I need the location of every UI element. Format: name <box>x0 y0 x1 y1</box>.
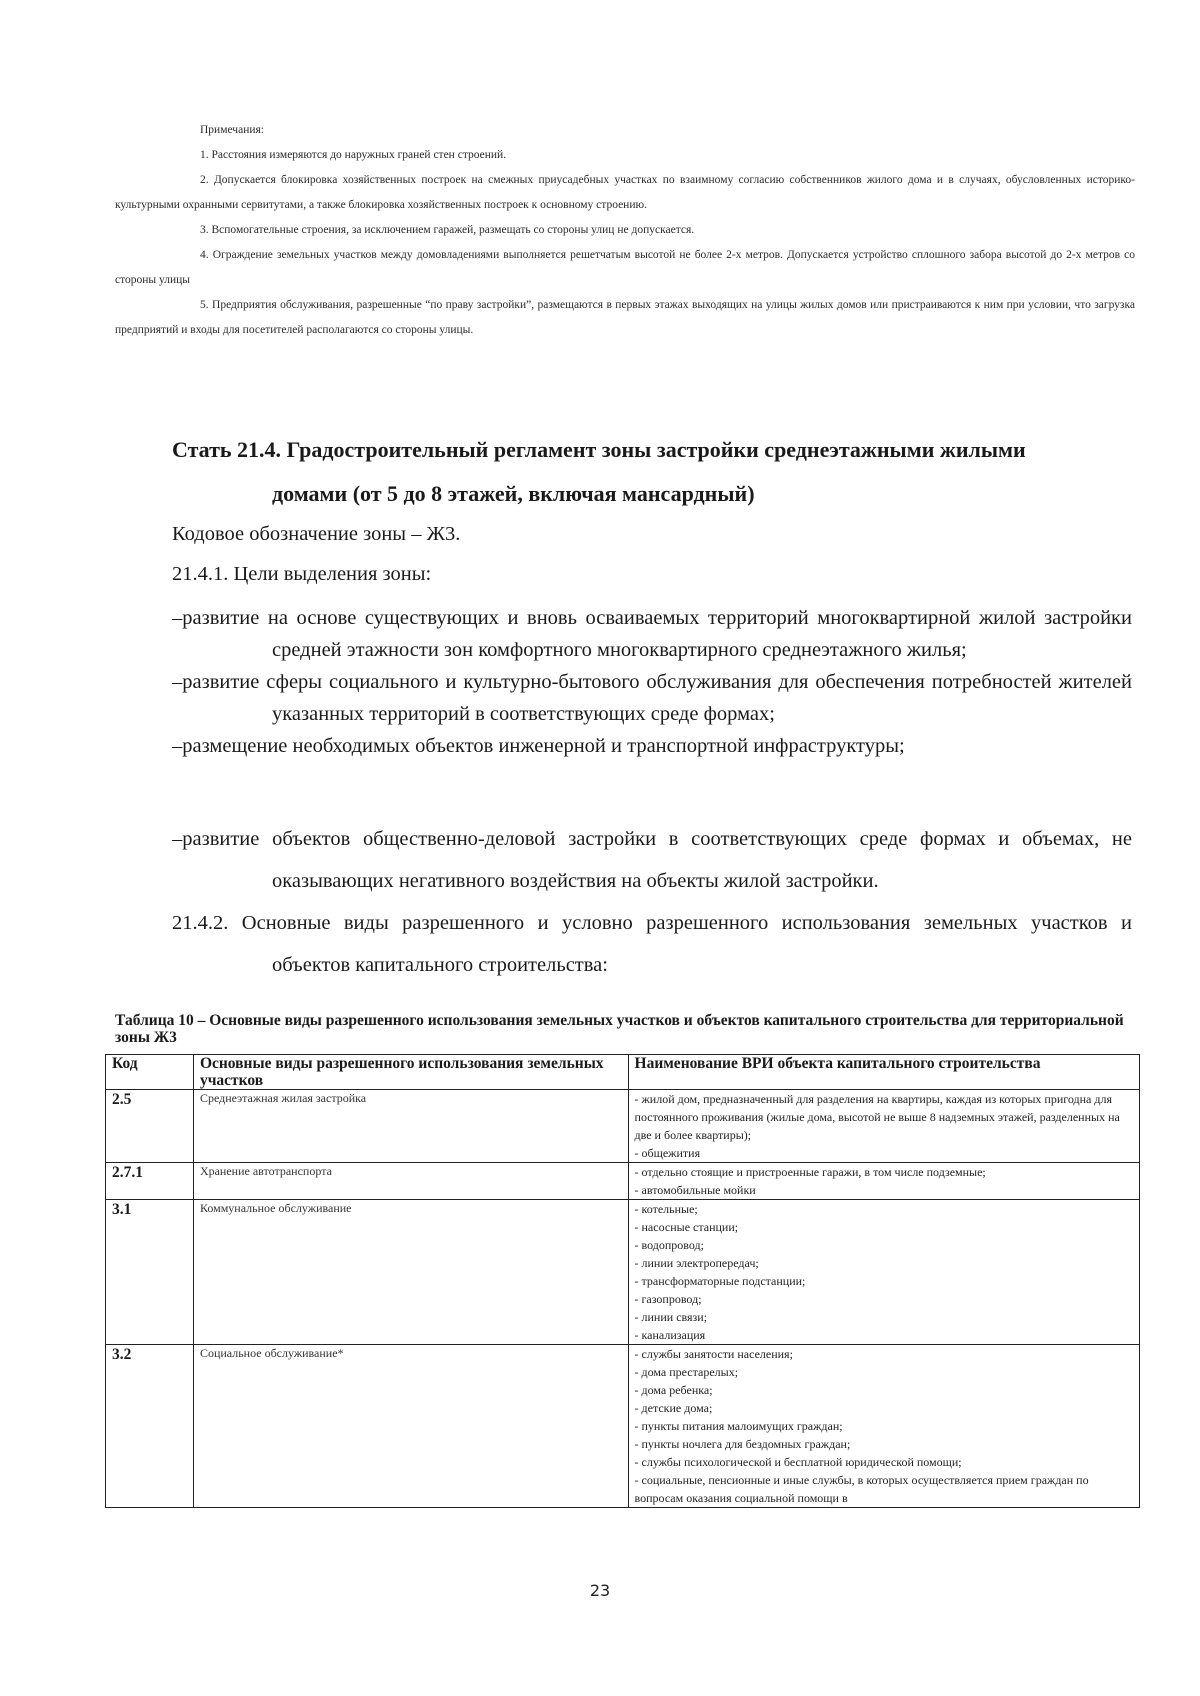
goal-item: –размещение необходимых объектов инженерной и транспортной инфраструктуры; <box>172 735 905 757</box>
row-code: 2.7.1 <box>106 1163 194 1200</box>
table-caption: Таблица 10 – Основные виды разрешенного использования земельных участков и объектов капитального строительства для территориальной зоны Ж3 <box>115 1012 1124 1046</box>
header-object-name: Наименование ВРИ объекта капитального строительства <box>628 1055 1139 1090</box>
page-number: 23 <box>589 1581 611 1600</box>
goals-title-text: 21.4.1. Цели выделения зоны: <box>172 563 432 585</box>
note-item: 3. Вспомогательные строения, за исключением гаражей, размещать со стороны улиц не допускается. <box>200 224 695 236</box>
desc-line: - социальные, пенсионные и иные службы, в которых осуществляется прием граждан по вопросам оказания социальной помощи в <box>634 1473 1089 1505</box>
goal-item-4-block <box>172 818 1132 902</box>
note-item: 1. Расстояния измеряются до наружных граней стен строений. <box>200 149 507 161</box>
row-name: Хранение автотранспорта <box>193 1163 628 1200</box>
zone-code-text: Кодовое обозначение зоны – Ж3. <box>172 523 461 545</box>
goal-item: –развитие на основе существующих и вновь осваиваемых территорий многоквартирной жилой застройки средней этажности зон комфортного многоквартирного среднеэтажного жилья; <box>172 607 1132 661</box>
row-code: 3.2 <box>106 1345 194 1508</box>
article-heading-line2: домами (от 5 до 8 этажей, включая мансардный) <box>272 481 755 506</box>
notes-title: Примечания: <box>200 124 264 136</box>
desc-line: - службы психологической и бесплатной юридической помощи; <box>634 1455 962 1469</box>
permitted-use-table <box>105 1054 1140 1508</box>
row-desc <box>628 1163 1139 1200</box>
row-desc <box>628 1345 1139 1508</box>
row-name: Среднеэтажная жилая застройка <box>193 1090 628 1163</box>
desc-line: - пункты ночлега для бездомных граждан; <box>634 1437 851 1451</box>
desc-line: - насосные станции; <box>634 1220 739 1234</box>
table-header-row <box>106 1055 1140 1090</box>
row-code: 2.5 <box>106 1090 194 1163</box>
table-row <box>106 1200 1140 1345</box>
article-heading-line1: Стать 21.4. Градостроительный регламент зоны застройки среднеэтажными жилыми <box>172 437 1026 462</box>
desc-line: - канализация <box>634 1328 706 1342</box>
section-2 <box>172 902 1132 986</box>
header-code: Код <box>106 1055 194 1090</box>
desc-line: - пункты питания малоимущих граждан; <box>634 1419 843 1433</box>
desc-line: - дома престарелых; <box>634 1365 739 1379</box>
desc-line: - общежития <box>634 1146 701 1160</box>
note-item: 4. Ограждение земельных участков между домовладениями выполняется решетчатым высотой не более 2-х метров. Допускается устройство сплошного забора высотой до 2-х метров со стороны улицы <box>115 249 1135 286</box>
desc-line: - отдельно стоящие и пристроенные гаражи, в том числе подземные; <box>634 1165 986 1179</box>
desc-line: - детские дома; <box>634 1401 713 1415</box>
row-code: 3.1 <box>106 1200 194 1345</box>
desc-line: - линии электропередач; <box>634 1256 759 1270</box>
desc-line: - газопровод; <box>634 1292 702 1306</box>
goal-item: –развитие сферы социального и культурно-бытового обслуживания для обеспечения потребностей жителей указанных территорий в соответствующих среде формах; <box>172 671 1132 725</box>
row-desc <box>628 1090 1139 1163</box>
table-row <box>106 1163 1140 1200</box>
desc-line: - котельные; <box>634 1202 698 1216</box>
goals-title <box>172 558 1132 590</box>
desc-line: - водопровод; <box>634 1238 704 1252</box>
desc-line: - жилой дом, предназначенный для разделения на квартиры, каждая из которых пригодна для постоянного проживания (жилые дома, высотой не выше 8 надземных этажей, разделенных на две и более квартиры); <box>634 1092 1120 1142</box>
desc-line: - службы занятости населения; <box>634 1347 793 1361</box>
row-name: Коммунальное обслуживание <box>193 1200 628 1345</box>
section-2-text: 21.4.2. Основные виды разрешенного и условно разрешенного использования земельных участков и объектов капитального строительства: <box>172 912 1132 976</box>
desc-line: - трансформаторные подстанции; <box>634 1274 806 1288</box>
table-row <box>106 1345 1140 1508</box>
note-item: 5. Предприятия обслуживания, разрешенные “по праву застройки”, размещаются в первых этажах выходящих на улицы жилых домов или пристраиваются к ним при условии, что загрузка предприятий и входы для посетителей располагаются со стороны улицы. <box>115 299 1135 336</box>
goals-list <box>172 602 1132 762</box>
row-name: Социальное обслуживание* <box>193 1345 628 1508</box>
notes-block <box>115 118 1135 343</box>
desc-line: - дома ребенка; <box>634 1383 713 1397</box>
desc-line: - линии связи; <box>634 1310 708 1324</box>
row-desc <box>628 1200 1139 1345</box>
header-use-type: Основные виды разрешенного использования земельных участков <box>193 1055 628 1090</box>
note-item: 2. Допускается блокировка хозяйственных построек на смежных приусадебных участках по взаимному согласию собственников жилого дома и в случаях, обусловленных историко-культурными охранными сервитутами, а также блокировка хозяйственных построек к основному строению. <box>115 174 1135 211</box>
zone-code <box>172 518 1132 550</box>
table-row <box>106 1090 1140 1163</box>
article-heading <box>172 428 1132 516</box>
goal-item: –развитие объектов общественно-деловой застройки в соответствующих среде формах и объемах, не оказывающих негативного воздействия на объекты жилой застройки. <box>172 828 1132 892</box>
desc-line: - автомобильные мойки <box>634 1183 756 1197</box>
